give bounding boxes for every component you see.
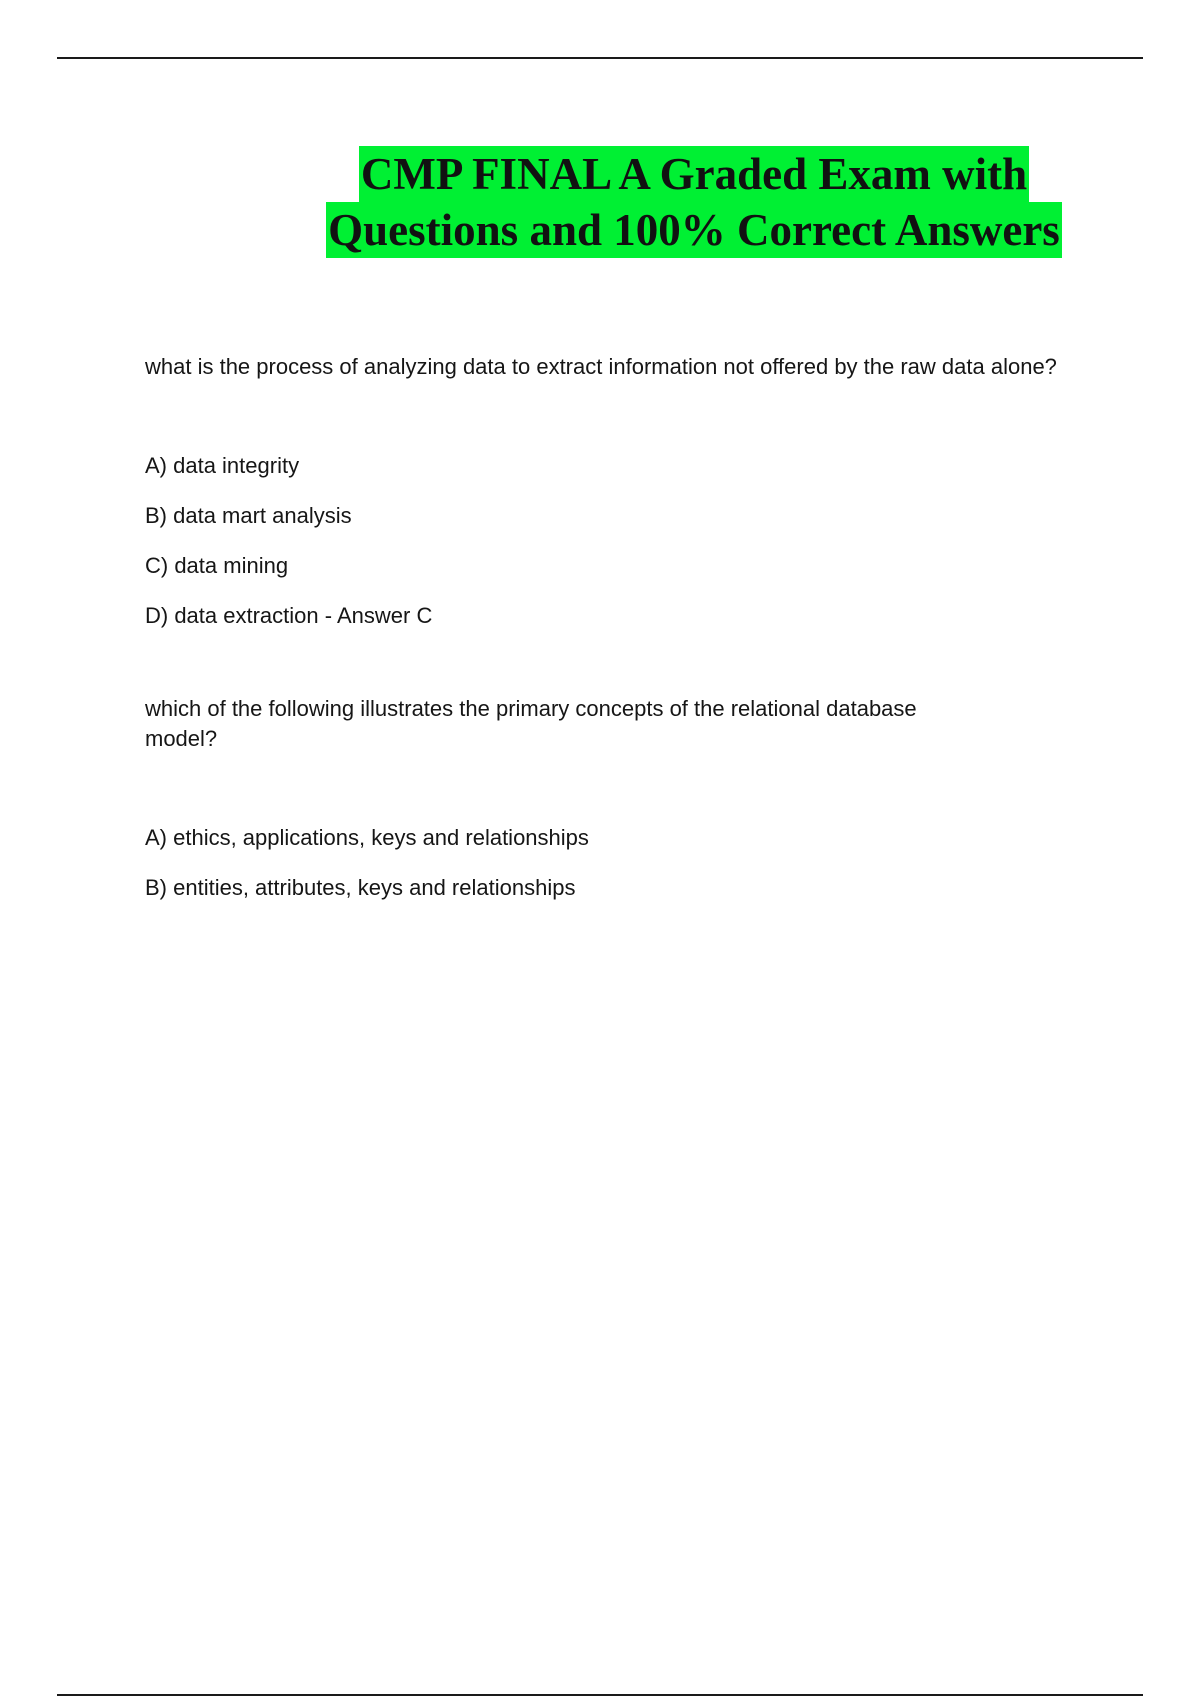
answer-option-with-answer: D) data extraction - Answer C (145, 603, 433, 628)
answer-option: B) data mart analysis (145, 503, 352, 528)
answer-options (145, 451, 1085, 631)
exam-content (145, 352, 1085, 923)
question-text: which of the following illustrates the primary concepts of the relational database model? (145, 696, 917, 751)
bottom-rule (57, 1694, 1143, 1696)
question-text: what is the process of analyzing data to extract information not offered by the raw data alone? (145, 354, 1057, 379)
question-block-1 (145, 352, 1085, 631)
top-rule (57, 57, 1143, 59)
answer-option: C) data mining (145, 553, 289, 578)
answer-options (145, 823, 1085, 903)
question-block-2 (145, 694, 1085, 903)
title-line-1: CMP FINAL A Graded Exam with (359, 146, 1029, 202)
answer-option: A) ethics, applications, keys and relationships (145, 825, 589, 850)
document-title (314, 146, 1074, 258)
title-line-2: Questions and 100% Correct Answers (326, 202, 1062, 258)
answer-option: A) data integrity (145, 453, 300, 478)
answer-option: B) entities, attributes, keys and relationships (145, 875, 576, 900)
